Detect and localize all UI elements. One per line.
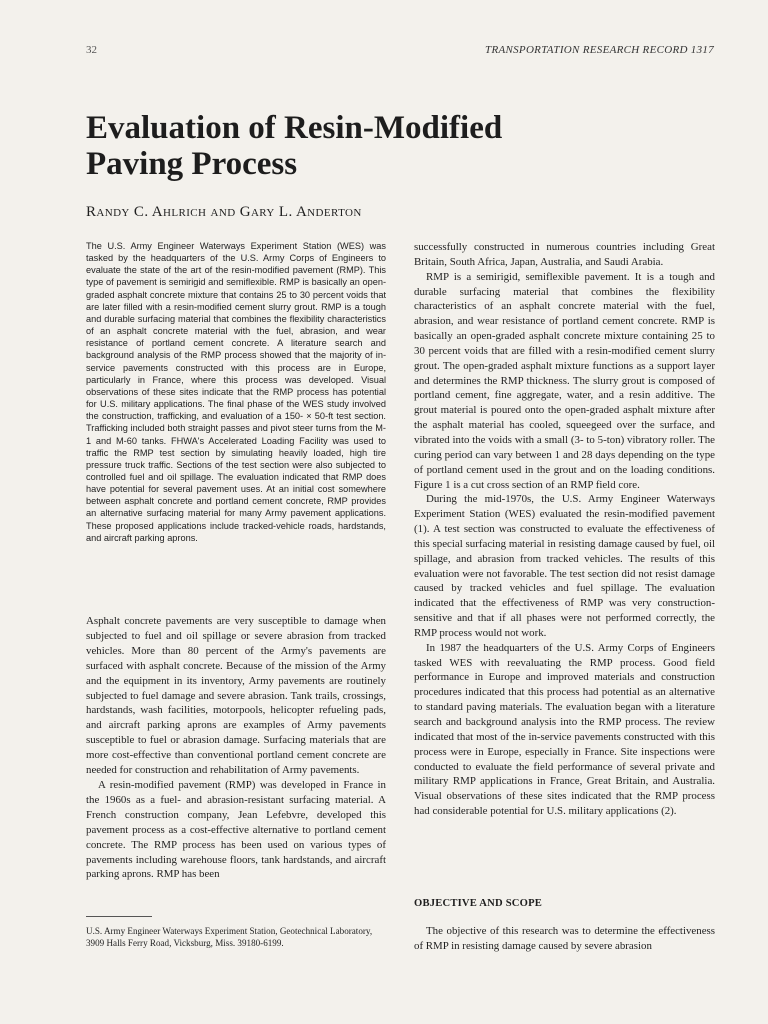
section-paragraph: The objective of this research was to determine the effectiveness of RMP in resisting damage caused by severe abrasion	[414, 925, 715, 952]
journal-name: TRANSPORTATION RESEARCH RECORD 1317	[485, 44, 714, 56]
footnote: U.S. Army Engineer Waterways Experiment Station, Geotechnical Laboratory, 3909 Halls Ferry Road, Vicksburg, Miss. 39180-6199.	[86, 926, 373, 948]
intro-paragraph-2: A resin-modified pavement (RMP) was developed in France in the 1960s as a fuel- and abrasion-resistant surfacing material. A French construction company, Jean Lefebvre, developed this pavement process as a cost-effective alternative to portland cement concrete. The RMP process has been used on various types of pavements including warehouse floors, tank hardstands, and aircraft parking aprons. RMP has been	[86, 778, 386, 881]
section-heading-wrap	[414, 898, 715, 909]
footnote-rule	[86, 916, 152, 917]
page-number: 32	[86, 44, 97, 56]
right-paragraph-1: successfully constructed in numerous countries including Great Britain, South Africa, Japan, Australia, and Saudi Arabia.	[414, 241, 715, 268]
section-body	[414, 924, 715, 953]
abstract: The U.S. Army Engineer Waterways Experiment Station (WES) was tasked by the headquarters of the U.S. Army Corps of Engineers to evaluate the state of the art of the resin-modified pavement (RMP). This type of pavement is semirigid and semiflexible. RMP is basically an open-graded asphalt concrete mixture that contains 25 to 30 percent voids that are later filled with a resin-modified cement slurry grout. RMP is a tough and durable surfacing material that combines the flexibility characteristics of an asphalt concrete material with the fuel, abrasion, and wear resistance of portland cement concrete. A literature search and background analysis of the RMP process showed that the majority of in-service pavements constructed with this process are in Europe, particularly in France, where this process was developed. Visual observations of these sites indicate that the RMP process has potential for U.S. military applications. The final phase of the WES study involved the construction, trafficking, and evaluation of a 150- × 50-ft test section. Trafficking included both straight passes and pivot steer turns from the M-1 and M-60 tanks. FHWA's Accelerated Loading Facility was used to traffic the RMP test section by simulating heavily loaded, high tire pressure truck traffic. Sections of the test section were also subjected to controlled fuel and oil spillage. The evaluation indicated that RMP does have potential for several pavement uses. At an initial cost somewhere between asphalt concrete and portland cement concrete, RMP provides an alternative surfacing material for many Army pavement applications. These proposed applications include tracked-vehicle roads, hardstands, and aircraft parking aprons.	[86, 241, 386, 543]
left-body	[86, 614, 386, 882]
authors: Randy C. Ahlrich and Gary L. Anderton	[86, 204, 362, 220]
abstract-column	[86, 240, 386, 544]
right-paragraph-3: During the mid-1970s, the U.S. Army Engineer Waterways Experiment Station (WES) evaluated the resin-modified pavement (1). A test section was constructed to evaluate the effectiveness of this special surfacing material in resisting damage caused by fuel, oil spillage, and abrasion from tracked vehicles. The results of this evaluation were not favorable. The test section did not resist damage caused by tracked vehicles and fuel spillage. The evaluation indicated that the effectiveness of RMP was very construction-sensitive and that if all phases were not performed correctly, the RMP process would not work.	[414, 493, 715, 639]
right-paragraph-2: RMP is a semirigid, semiflexible pavement. It is a tough and durable surfacing material that combines the flexibility characteristics of an asphalt concrete material with the fuel, abrasion, and wear resistance of portland cement concrete. RMP is basically an open-graded asphalt concrete mixture containing 25 to 30 percent voids that are filled with a resin-modified cement slurry grout. The open-graded asphalt mixture functions as a support layer and determines the RMP thickness. The slurry grout is composed of portland cement, fine aggregate, water, and a resin additive. The grout material is poured onto the open-graded asphalt mixture after the asphalt material has cooled, squeegeed over the surface, and vibrated into the voids with a small (3- to 5-ton) vibratory roller. The curing period can vary between 1 and 28 days depending on the type of portland cement used in the grout and on the loading conditions. Figure 1 is a cut cross section of an RMP field core.	[414, 270, 715, 491]
intro-paragraph-1: Asphalt concrete pavements are very susceptible to damage when subjected to fuel and oil spillage or severe abrasion from tracked vehicles. More than 80 percent of the Army's pavements are surfaced with asphalt concrete. Because of the mission of the Army and the equipment in its inventory, Army pavements are routinely subjected to fuel damage and severe abrasion. Tank trails, crossings, hardstands, wash facilities, motorpools, helicopter refueling pads, and aircraft parking aprons are examples of Army pavements susceptible to fuel or abrasion damage. Surfacing materials that are more cost-effective than conventional portland cement concrete are needed for construction and rehabilitation of Army pavements.	[86, 615, 386, 777]
article-title: Evaluation of Resin-Modified Paving Process	[86, 110, 503, 182]
right-body	[414, 240, 715, 819]
right-paragraph-4: In 1987 the headquarters of the U.S. Army Corps of Engineers tasked WES with reevaluating the RMP process. Good field performance in Europe and improved materials and construction procedures indicated that this process had potential as an alternative to standard paving materials. The evaluation began with a literature search and background analysis into the RMP process. The review indicated that most of the in-service pavements constructed with this process were in Europe, especially in France. Site inspections were conducted to evaluate the field performance of several private and military RMP applications in France, Great Britain, and Australia. Visual observations of these sites indicated that the RMP process had considerable potential for U.S. military applications (2).	[414, 641, 715, 818]
section-heading: OBJECTIVE AND SCOPE	[414, 898, 543, 909]
